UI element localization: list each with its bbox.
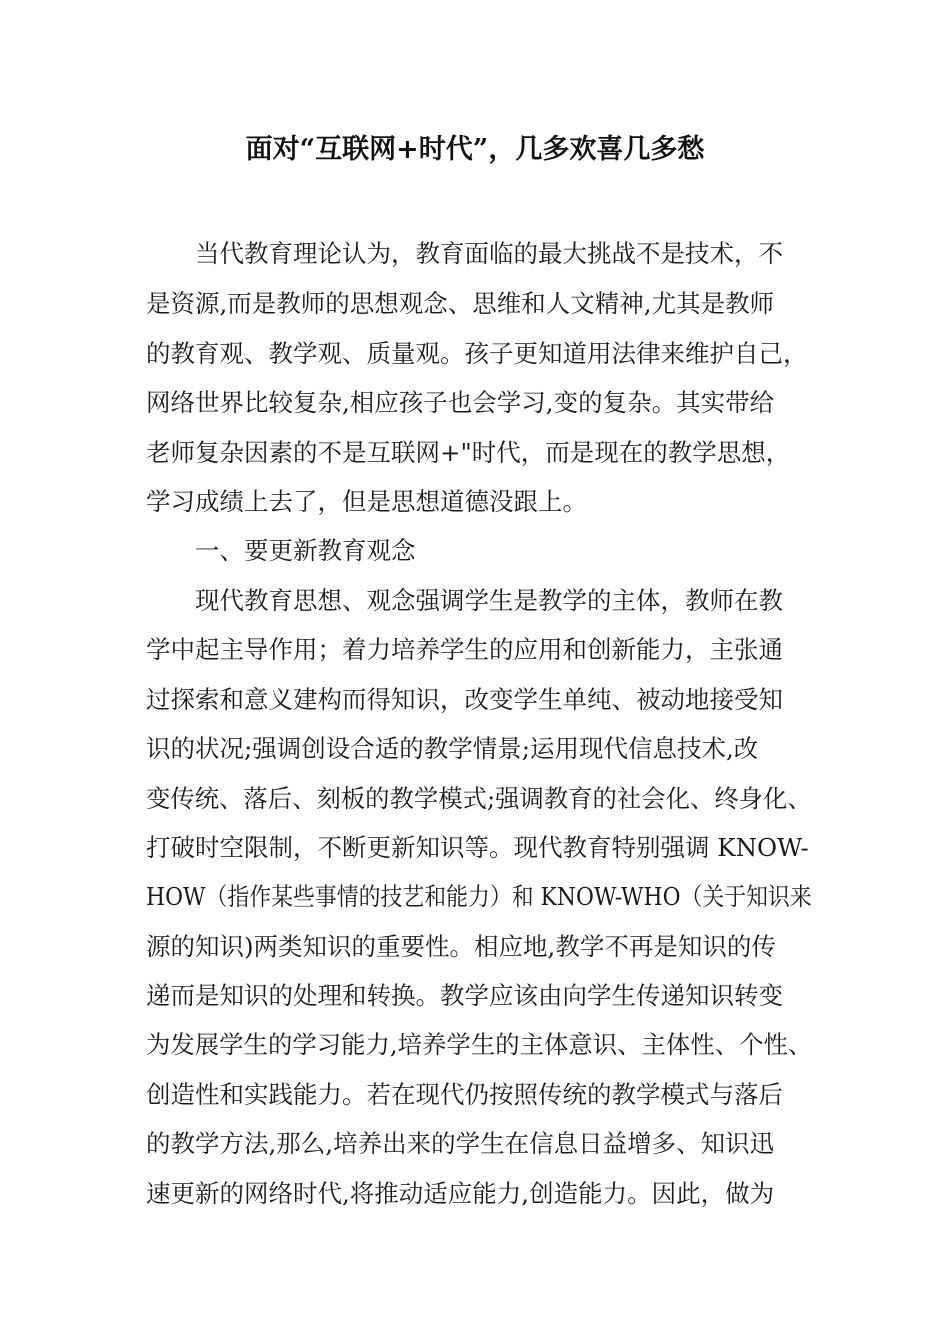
text-line: 是资源,而是教师的思想观念、思维和人文精神,尤其是教师 [146,289,775,318]
text-line: 识的状况;强调创设合适的教学情景;运用现代信息技术,改 [146,734,759,763]
text-line: 为发展学生的学习能力,培养学生的主体意识、主体性、个性、 [146,1030,813,1059]
text-line: 老师复杂因素的不是互联网+"时代，而是现在的教学思想， [146,438,791,467]
text-line: 当代教育理论认为，教育面临的最大挑战不是技术，不 [195,239,783,268]
text-line: 源的知识)两类知识的重要性。相应地,教学不再是知识的传 [146,932,776,961]
text-line: 过探索和意义建构而得知识，改变学生单纯、被动地接受知 [146,685,783,714]
text-line: 现代教育思想、观念强调学生是教学的主体，教师在教 [195,586,783,615]
text-line: 学中起主导作用；着力培养学生的应用和创新能力，主张通 [146,635,783,664]
text-line: 创造性和实践能力。若在现代仍按照传统的教学模式与落后 [146,1080,783,1109]
text-line: 的教学方法,那么,培养出来的学生在信息日益增多、知识迅 [146,1129,775,1158]
section-heading: 一、要更新教育观念 [195,536,416,565]
text-line: 的教育观、教学观、质量观。孩子更知道用法律来维护自己， [146,339,808,368]
text-line: 变传统、落后、刻板的教学模式;强调教育的社会化、终身化、 [146,784,812,813]
document-title: 面对“互联网+时代”，几多欢喜几多愁 [245,134,705,165]
text-line: 学习成绩上去了，但是思想道德没跟上。 [146,487,587,516]
text-line: 网络世界比较复杂,相应孩子也会学习,变的复杂。其实带给 [146,388,775,417]
text-line: 速更新的网络时代,将推动适应能力,创造能力。因此，做为 [146,1179,775,1208]
text-line: HOW（指作某些事情的技艺和能力）和 KNOW-WHO（关于知识来 [146,882,812,911]
text-line: 打破时空限制，不断更新知识等。现代教育特别强调 KNOW- [146,833,809,862]
text-line: 递而是知识的处理和转换。教学应该由向学生传递知识转变 [146,981,783,1010]
